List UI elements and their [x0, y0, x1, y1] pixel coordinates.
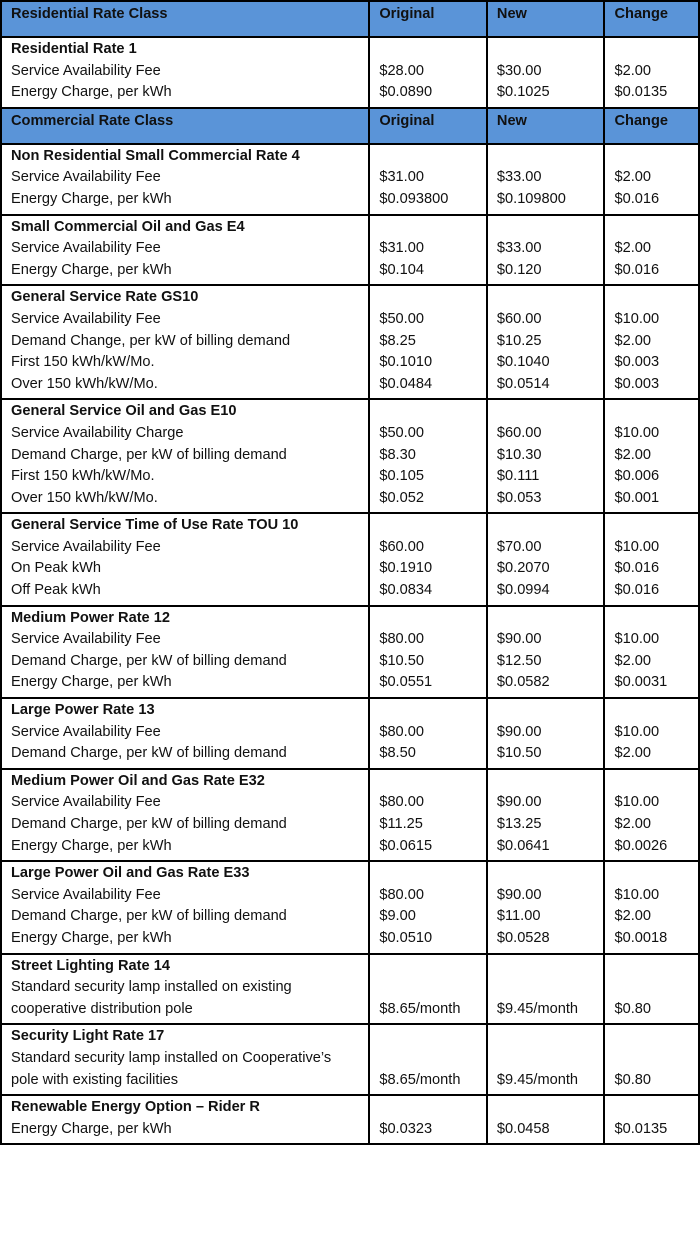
spacer [497, 39, 598, 61]
spacer [497, 608, 598, 630]
original-value-cell [369, 215, 487, 286]
spacer [379, 771, 480, 793]
charge-label: Service Availability Fee [11, 310, 161, 327]
rate-name: General Service Time of Use Rate TOU 10 [11, 517, 299, 534]
original-value: $8.50 [379, 745, 416, 762]
change-value: $2.00 [614, 240, 652, 257]
new-value: $0.0458 [496, 1120, 550, 1137]
charge-label: Service Availability Fee [11, 886, 161, 903]
original-value: $8.65/month [379, 1071, 461, 1088]
original-value-cell [369, 769, 487, 861]
original-value: $0.093800 [379, 190, 449, 207]
change-value: $0.001 [614, 489, 660, 506]
rate-name: Renewable Energy Option – Rider R [11, 1099, 260, 1116]
charge-label: Demand Change, per kW of billing demand [11, 332, 291, 349]
change-value: $0.016 [614, 190, 660, 207]
charge-label: Service Availability Fee [11, 723, 161, 740]
rate-row [1, 769, 699, 861]
rate-row [1, 606, 699, 698]
change-value: $10.00 [614, 631, 660, 648]
rate-description-cell [1, 513, 369, 605]
rate-description-cell [1, 37, 369, 108]
rate-name: Large Power Rate 13 [11, 702, 155, 719]
spacer [497, 771, 598, 793]
rate-row [1, 1095, 699, 1144]
rate-row [1, 215, 699, 286]
original-value-cell [369, 698, 487, 769]
change-value-cell [604, 144, 699, 215]
rate-description-cell [1, 215, 369, 286]
original-value-cell [369, 954, 487, 1025]
change-value: $2.00 [614, 446, 652, 463]
original-value-cell [369, 1095, 487, 1144]
rate-description-cell [1, 1024, 369, 1095]
original-value: $0.0323 [379, 1120, 433, 1137]
change-value: $10.00 [614, 886, 660, 903]
spacer [379, 863, 480, 885]
rate-class-heading: Residential Rate Class [1, 1, 369, 37]
rate-name: Non Residential Small Commercial Rate 4 [11, 147, 300, 164]
change-value: $0.0018 [614, 929, 668, 946]
rate-description-cell [1, 1095, 369, 1144]
new-value: $0.1040 [496, 354, 550, 371]
spacer [497, 515, 598, 537]
charge-label: Energy Charge, per kWh [11, 84, 172, 101]
column-header-original: Original [369, 108, 487, 144]
new-value-cell [487, 285, 605, 399]
rate-description-cell [1, 954, 369, 1025]
charge-label: Energy Charge, per kWh [11, 261, 172, 278]
change-value-cell [604, 1095, 699, 1144]
original-value-cell [369, 1024, 487, 1095]
rate-row [1, 698, 699, 769]
original-value: $80.00 [379, 723, 424, 740]
spacer [379, 515, 480, 537]
charge-label: Service Availability Fee [11, 169, 161, 186]
original-value: $0.104 [379, 261, 424, 278]
change-value-cell [604, 698, 699, 769]
rate-description-cell [1, 606, 369, 698]
original-value: $0.105 [379, 468, 424, 485]
original-value: $8.65/month [379, 1000, 461, 1017]
original-value-cell [369, 285, 487, 399]
change-value: $2.00 [614, 908, 652, 925]
new-value: $0.0582 [496, 674, 550, 691]
new-value: $12.50 [496, 652, 542, 669]
spacer [614, 771, 692, 793]
new-value: $0.1025 [496, 84, 550, 101]
original-value: $0.0834 [379, 582, 433, 599]
charge-label: Energy Charge, per kWh [11, 837, 172, 854]
new-value: $0.0641 [496, 837, 550, 854]
original-value: $50.00 [379, 424, 424, 441]
change-value: $2.00 [614, 652, 652, 669]
change-value-cell [604, 769, 699, 861]
new-value: $0.120 [496, 261, 542, 278]
original-value-cell [369, 513, 487, 605]
rate-description-cell [1, 285, 369, 399]
original-value: $9.00 [379, 908, 416, 925]
charge-label: First 150 kWh/kW/Mo. [11, 354, 155, 371]
rate-description-cell [1, 769, 369, 861]
change-value: $0.0135 [614, 84, 668, 101]
rate-name: Medium Power Oil and Gas Rate E32 [11, 772, 265, 789]
spacer [497, 1097, 598, 1119]
charge-label: pole with existing facilities [11, 1071, 179, 1088]
spacer [614, 39, 692, 61]
rate-class-header-row [1, 108, 699, 144]
change-value: $0.016 [614, 261, 660, 278]
charge-label: Service Availability Charge [11, 424, 184, 441]
change-value-cell [604, 215, 699, 286]
charge-label: Over 150 kWh/kW/Mo. [11, 375, 158, 392]
rate-name: General Service Rate GS10 [11, 289, 199, 306]
rate-row [1, 399, 699, 513]
original-value: $0.1010 [379, 354, 433, 371]
change-value-cell [604, 606, 699, 698]
spacer [379, 287, 480, 309]
spacer [614, 863, 692, 885]
change-value-cell [604, 37, 699, 108]
new-value-cell [487, 861, 605, 953]
new-value-cell [487, 215, 605, 286]
charge-label: Service Availability Fee [11, 631, 161, 648]
rate-name: Large Power Oil and Gas Rate E33 [11, 865, 250, 882]
original-value: $31.00 [379, 240, 424, 257]
new-value: $11.00 [496, 908, 541, 925]
change-value: $2.00 [614, 169, 652, 186]
change-value: $10.00 [614, 794, 660, 811]
spacer [379, 1048, 480, 1070]
charge-label: Demand Charge, per kW of billing demand [11, 908, 287, 925]
spacer [379, 977, 480, 999]
charge-label: Service Availability Fee [11, 794, 161, 811]
rate-name: Residential Rate 1 [11, 41, 137, 57]
rate-row [1, 1024, 699, 1095]
change-value: $0.80 [614, 1071, 652, 1088]
spacer [614, 217, 692, 239]
spacer [614, 608, 692, 630]
rate-class-header-row [1, 1, 699, 37]
spacer [379, 1097, 480, 1119]
original-value: $0.0551 [379, 674, 433, 691]
rate-name: Street Lighting Rate 14 [11, 957, 170, 974]
original-value: $60.00 [379, 538, 424, 555]
spacer [497, 217, 598, 239]
new-value: $70.00 [496, 538, 542, 555]
charge-label: Off Peak kWh [11, 582, 101, 599]
new-value-cell [487, 144, 605, 215]
new-value: $60.00 [496, 424, 542, 441]
column-header-original: Original [369, 1, 487, 37]
original-value: $8.25 [379, 332, 416, 349]
change-value: $0.016 [614, 560, 660, 577]
spacer [614, 977, 692, 999]
new-value: $10.25 [496, 332, 542, 349]
charge-label: Energy Charge, per kWh [11, 190, 172, 207]
rate-description-cell [1, 698, 369, 769]
charge-label: Standard security lamp installed on existing [11, 979, 292, 996]
change-value-cell [604, 861, 699, 953]
change-value: $10.00 [614, 310, 660, 327]
new-value: $30.00 [496, 62, 542, 79]
new-value: $9.45/month [496, 1071, 579, 1088]
change-value-cell [604, 399, 699, 513]
new-value: $90.00 [496, 794, 542, 811]
change-value-cell [604, 954, 699, 1025]
spacer [497, 287, 598, 309]
original-value: $80.00 [379, 886, 424, 903]
rate-description-cell [1, 144, 369, 215]
column-header-change: Change [604, 1, 699, 37]
original-value-cell [369, 144, 487, 215]
original-value-cell [369, 37, 487, 108]
charge-label: Demand Charge, per kW of billing demand [11, 446, 287, 463]
rate-row [1, 285, 699, 399]
change-value: $2.00 [614, 745, 652, 762]
original-value: $50.00 [379, 310, 424, 327]
spacer [379, 39, 480, 61]
new-value-cell [487, 1024, 605, 1095]
charge-label: On Peak kWh [11, 560, 102, 577]
rate-name: Small Commercial Oil and Gas E4 [11, 218, 245, 235]
new-value: $0.109800 [496, 190, 566, 207]
change-value: $0.0026 [614, 837, 668, 854]
spacer [379, 956, 480, 978]
change-value: $2.00 [614, 62, 652, 79]
charge-label: Demand Charge, per kW of billing demand [11, 652, 287, 669]
spacer [379, 1026, 480, 1048]
original-value: $0.1910 [379, 560, 433, 577]
rate-description-cell [1, 399, 369, 513]
spacer [497, 1026, 598, 1048]
spacer [379, 146, 480, 168]
charge-label: Energy Charge, per kWh [11, 674, 172, 691]
original-value: $0.0510 [379, 929, 433, 946]
charge-label: Over 150 kWh/kW/Mo. [11, 489, 158, 506]
original-value: $0.0484 [379, 375, 433, 392]
change-value: $2.00 [614, 332, 652, 349]
new-value: $33.00 [496, 169, 542, 186]
new-value: $10.50 [496, 745, 542, 762]
change-value: $0.003 [614, 354, 660, 371]
new-value: $0.2070 [496, 560, 550, 577]
spacer [614, 146, 692, 168]
new-value-cell [487, 698, 605, 769]
spacer [497, 700, 598, 722]
original-value: $80.00 [379, 631, 424, 648]
spacer [497, 863, 598, 885]
rate-name: Medium Power Rate 12 [11, 609, 170, 626]
change-value: $0.016 [614, 582, 660, 599]
spacer [379, 700, 480, 722]
change-value-cell [604, 285, 699, 399]
spacer [497, 146, 598, 168]
new-value-cell [487, 399, 605, 513]
original-value: $11.25 [379, 816, 423, 832]
spacer [614, 1026, 692, 1048]
column-header-new: New [487, 1, 605, 37]
new-value-cell [487, 37, 605, 108]
change-value: $10.00 [614, 424, 660, 441]
charge-label: Service Availability Fee [11, 62, 161, 79]
change-value-cell [604, 513, 699, 605]
original-value: $0.0615 [379, 837, 433, 854]
change-value: $0.80 [614, 1000, 652, 1017]
rate-name: Security Light Rate 17 [11, 1028, 165, 1045]
charge-label: First 150 kWh/kW/Mo. [11, 468, 155, 485]
original-value-cell [369, 399, 487, 513]
spacer [497, 401, 598, 423]
charge-label: Standard security lamp installed on Cooperative’s [11, 1049, 332, 1066]
change-value: $2.00 [614, 816, 652, 832]
charge-label: Demand Charge, per kW of billing demand [11, 816, 287, 832]
spacer [497, 977, 598, 999]
original-value: $31.00 [379, 169, 424, 186]
spacer [497, 956, 598, 978]
spacer [497, 1048, 598, 1070]
new-value: $9.45/month [496, 1000, 579, 1017]
new-value: $0.0528 [496, 929, 550, 946]
new-value-cell [487, 954, 605, 1025]
original-value: $80.00 [379, 794, 424, 811]
new-value: $10.30 [496, 446, 542, 463]
rate-row [1, 861, 699, 953]
new-value-cell [487, 606, 605, 698]
rate-row [1, 513, 699, 605]
change-value: $10.00 [614, 723, 660, 740]
change-value: $10.00 [614, 538, 660, 555]
spacer [379, 217, 480, 239]
charge-label: Service Availability Fee [11, 538, 161, 555]
rate-row [1, 37, 699, 108]
charge-label: Service Availability Fee [11, 240, 161, 257]
spacer [379, 608, 480, 630]
rate-description-cell [1, 861, 369, 953]
change-value: $0.006 [614, 468, 660, 485]
spacer [614, 1097, 692, 1119]
rate-class-heading: Commercial Rate Class [1, 108, 369, 144]
original-value: $28.00 [379, 62, 424, 79]
charge-label: cooperative distribution pole [11, 1000, 193, 1017]
new-value: $90.00 [496, 886, 542, 903]
new-value-cell [487, 769, 605, 861]
change-value: $0.003 [614, 375, 660, 392]
new-value: $60.00 [496, 310, 542, 327]
original-value-cell [369, 861, 487, 953]
original-value-cell [369, 606, 487, 698]
original-value: $10.50 [379, 652, 424, 669]
new-value: $0.053 [496, 489, 542, 506]
spacer [614, 287, 692, 309]
new-value: $13.25 [496, 816, 542, 832]
rate-row [1, 954, 699, 1025]
new-value: $0.0994 [496, 582, 550, 599]
new-value: $90.00 [496, 723, 542, 740]
charge-label: Demand Charge, per kW of billing demand [11, 745, 287, 762]
new-value: $0.111 [496, 468, 540, 485]
spacer [614, 700, 692, 722]
column-header-change: Change [604, 108, 699, 144]
rate-table-body [1, 1, 699, 1144]
original-value: $8.30 [379, 446, 416, 463]
change-value: $0.0135 [614, 1120, 668, 1137]
spacer [614, 401, 692, 423]
rate-name: General Service Oil and Gas E10 [11, 403, 237, 420]
rate-row [1, 144, 699, 215]
new-value: $33.00 [496, 240, 542, 257]
spacer [379, 401, 480, 423]
charge-label: Energy Charge, per kWh [11, 1120, 172, 1137]
spacer [614, 956, 692, 978]
new-value-cell [487, 513, 605, 605]
change-value-cell [604, 1024, 699, 1095]
original-value: $0.0890 [379, 84, 433, 101]
new-value: $90.00 [496, 631, 542, 648]
change-value: $0.0031 [614, 674, 668, 691]
column-header-new: New [487, 108, 605, 144]
charge-label: Energy Charge, per kWh [11, 929, 172, 946]
spacer [614, 515, 692, 537]
spacer [614, 1048, 692, 1070]
new-value: $0.0514 [496, 375, 550, 392]
new-value-cell [487, 1095, 605, 1144]
original-value: $0.052 [379, 489, 424, 506]
